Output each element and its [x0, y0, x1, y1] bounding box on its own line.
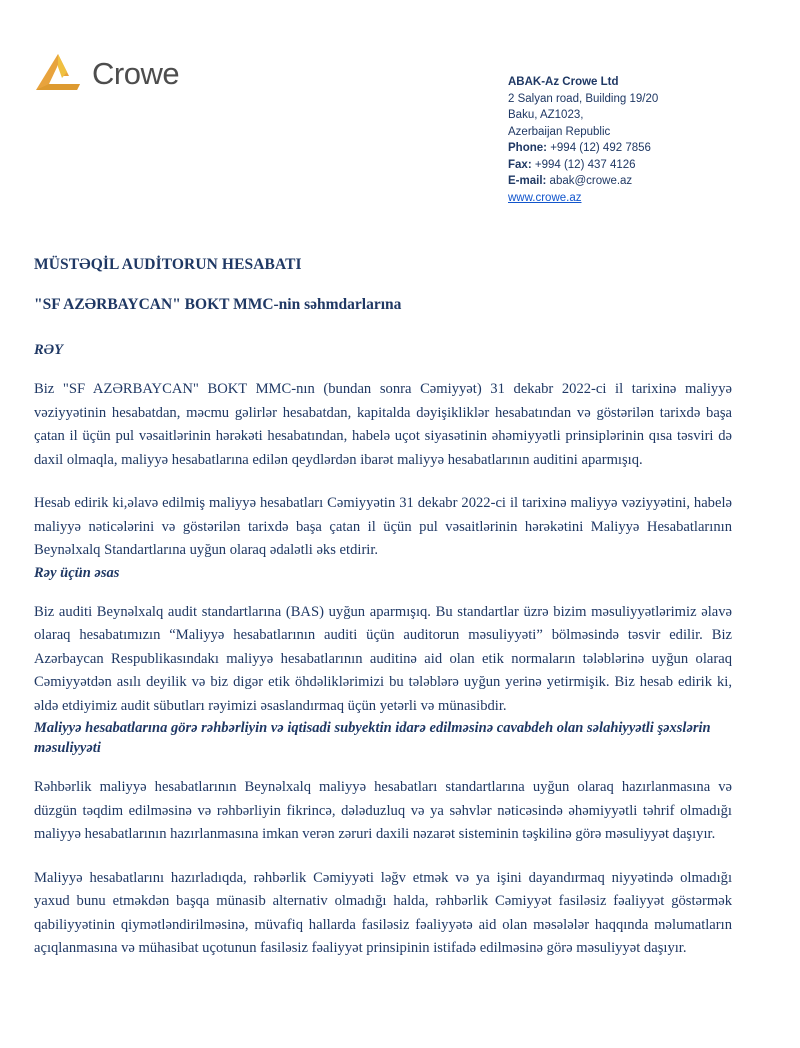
section-rey [34, 340, 732, 563]
contact-phone-value: +994 (12) 492 7856 [550, 142, 651, 154]
contact-email [508, 173, 738, 190]
contact-address-1: 2 Salyan road, Building 19/20 [508, 92, 659, 105]
contact-email-label: E-mail: [508, 175, 547, 187]
contact-company: ABAK-Az Crowe Ltd [508, 76, 619, 88]
section-rehberlik-mesuliyyeti [34, 718, 732, 961]
contact-address-2: Baku, AZ1023, [508, 109, 584, 121]
paragraph: Rəhbərlik maliyyə hesabatlarının Beynəlxalq maliyyə hesabatları standartlarına uyğun olaraq hazırlanmasına və düzgün təqdim edilməsinə və rəhbərliyin fikrincə, dələduzluq və ya səhvlər nəticəsində əhəmiyyətli təhrif olmadığı maliyyə hesabatlarının hazırlanmasına imkan verən zəruri daxili nəzarət sisteminin təşkilinə görə məsuliyyət daşıyır. [34, 779, 732, 842]
section-heading: Rəy üçün əsas [34, 564, 120, 581]
contact-website-link[interactable]: www.crowe.az [508, 191, 582, 204]
paragraph: Biz auditi Beynəlxalq audit standartlarına (BAS) uyğun aparmışıq. Bu standartlar üzrə bizim məsuliyyətlərimiz əlavə olaraq hesabatımızın “Maliyyə hesabatlarının auditi üçün auditorun məsuliyyəti” bölməsində təsvir edilir. Biz Azərbaycan Respublikasındakı maliyyə hesabatlarının auditinə aid olan etik normaların tələblərinə uyğun olaraq Cəmiyyətdən asılı deyilik və biz digər etik öhdəliklərimizi bu tələblərə uyğun yerinə yetirmişik. Biz hesab edirik ki, əldə etdiyimiz audit sübutları rəyimizi əsaslandırmaq üçün yetərli və münasibdir. [34, 603, 732, 714]
contact-address-3: Azerbaijan Republic [508, 125, 611, 138]
contact-phone [508, 140, 738, 157]
contact-fax-label: Fax: [508, 158, 532, 171]
paragraph: Biz "SF AZƏRBAYCAN" BOKT MMC-nın (bundan sonra Cəmiyyət) 31 dekabr 2022-ci il tarixinə maliyyə vəziyyətinin hesabatdan, məcmu gəlirlər hesabatdan, kapitalda dəyişikliklər hesabatından və göstərilən tarixdə başa çatan il üçün pul vəsaitlərinin hərəkəti hesabatından, habelə uçot siyasətinin əhəmiyyətli prinsiplərinin qısa təsviri də daxil olmaqla, maliyyə hesabatlarına edilən qeydlərdən ibarət maliyyə hesabatlarının auditini aparmışıq. [34, 381, 732, 468]
page-title: MÜSTƏQİL AUDİTORUN HESABATI [34, 256, 302, 273]
section-heading: Maliyyə hesabatlarına görə rəhbərliyin və iqtisadi subyektin idarə edilməsinə cavabdeh olan səlahiyyətli şəxslərin məsuliyyəti [34, 720, 711, 756]
crowe-logo [34, 40, 179, 94]
document-subtitle: "SF AZƏRBAYCAN" BOKT MMC-nin səhmdarlarına [34, 296, 402, 313]
paragraph: Hesab edirik ki,əlavə edilmiş maliyyə hesabatları Cəmiyyətin 31 dekabr 2022-ci il tarixinə maliyyə vəziyyətini, habelə maliyyə nəticələrini və göstərilən tarixdə başa çatan il üçün pul vəsaitlərinin hərəkətini Maliyyə Hesabatlarının Beynəlxalq Standartlarına uyğun olaraq ədalətli əks etdirir. [34, 495, 732, 558]
contact-fax-value: +994 (12) 437 4126 [534, 158, 636, 171]
paragraph: Maliyyə hesabatlarını hazırladıqda, rəhbərlik Cəmiyyəti ləğv etmək və ya işini dayandırmaq niyyətində olmadığı yaxud bunu etməkdən başqa münasib alternativ olmadığı halda, rəhbərlik Cəmiyyət fasiləsiz fəaliyyət göstərmək qabiliyyətinin qiymətləndirilməsinə, müvafiq hallarda fasiləsiz fəaliyyətə aid olan məsələlər haqqında məlumatların açıqlanmasına və mühasibat uçotunun fasiləsiz fəaliyyət prinsipinin istifadə edilməsinə görə məsuliyyət daşıyır. [34, 869, 732, 956]
crowe-mountain-logo-icon [36, 54, 82, 94]
contact-info [508, 40, 738, 206]
document-body [34, 256, 738, 961]
crowe-logo-text: Crowe [92, 56, 180, 91]
contact-email-value: abak@crowe.az [549, 175, 633, 187]
contact-website[interactable] [508, 190, 738, 207]
section-rey-ucun-esas [34, 563, 732, 719]
document-header [34, 40, 738, 206]
section-heading: RƏY [34, 342, 63, 358]
contact-phone-label: Phone: [508, 142, 547, 154]
contact-fax [508, 157, 738, 174]
